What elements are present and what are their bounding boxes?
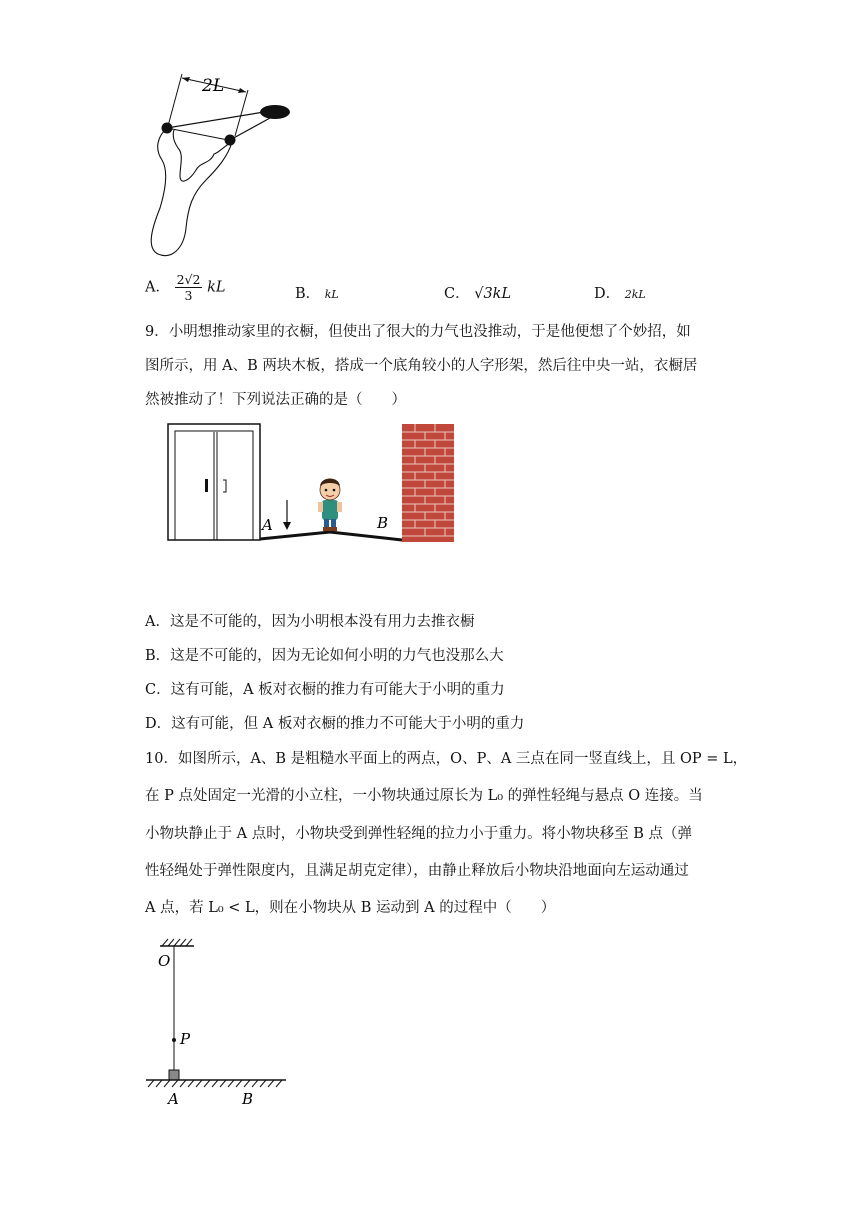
q9-stem-line-3: 然被推动了！下列说法正确的是（ ）: [145, 392, 406, 408]
q8-option-d[interactable]: D． 2kL: [594, 286, 646, 302]
q10-stem-line-5: A 点，若 L₀ < L，则在小物块从 B 运动到 A 的过程中（ ）: [145, 900, 556, 916]
fraction: $\frac{2√2}{3}$: [176, 272, 201, 303]
q8-option-a[interactable]: A． $\frac{2√2}{3}$ kL: [145, 272, 226, 303]
q9-option-a[interactable]: A．这是不可能的，因为小明根本没有用力去推衣橱: [145, 614, 475, 630]
q9-stem-line-2: 图所示，用 A、B 两块木板，搭成一个底角较小的人字形架，然后往中央一站，衣橱居: [145, 358, 698, 374]
q10-stem-line-2: 在 P 点处固定一光滑的小立柱，一小物块通过原长为 L₀ 的弹性轻绳与悬点 O 连接。当: [145, 788, 703, 804]
board-label-b: B: [377, 514, 389, 532]
q9-option-c[interactable]: C．这有可能，A 板对衣橱的推力有可能大于小明的重力: [145, 682, 505, 698]
point-label-p: P: [180, 1030, 191, 1048]
slingshot-figure: [140, 68, 300, 268]
boy-illustration: [318, 479, 342, 532]
q9-option-b[interactable]: B．这是不可能的，因为无论如何小明的力气也没那么大: [145, 648, 504, 664]
q8-option-b[interactable]: B． kL: [295, 286, 339, 302]
q10-stem-line-3: 小物块静止于 A 点时，小物块受到弹性轻绳的拉力小于重力。将小物块移至 B 点（弹: [145, 826, 693, 842]
q10-stem-line-4: 性轻绳处于弹性限度内，且满足胡克定律），由静止释放后小物块沿地面向左运动通过: [145, 863, 689, 879]
q8-option-c[interactable]: C． √3kL: [444, 286, 512, 302]
point-label-b: B: [242, 1090, 254, 1108]
board-label-a: A: [262, 516, 273, 534]
point-label-a: A: [168, 1090, 179, 1108]
q10-stem-line-1: 10．如图所示，A、B 是粗糙水平面上的两点，O、P、A 三点在同一竖直线上，且 OP = L，: [145, 751, 748, 767]
elastic-cord-figure: [140, 936, 290, 1110]
q9-stem-line-1: 9．小明想推动家里的衣橱，但使出了很大的力气也没推动，于是他便想了个妙招，如: [145, 324, 691, 340]
dimension-2l-label: 2L: [202, 76, 225, 96]
q9-option-d[interactable]: D．这有可能，但 A 板对衣橱的推力不可能大于小明的重力: [145, 716, 525, 732]
point-label-o: O: [158, 952, 171, 970]
wardrobe-figure: [165, 422, 460, 544]
